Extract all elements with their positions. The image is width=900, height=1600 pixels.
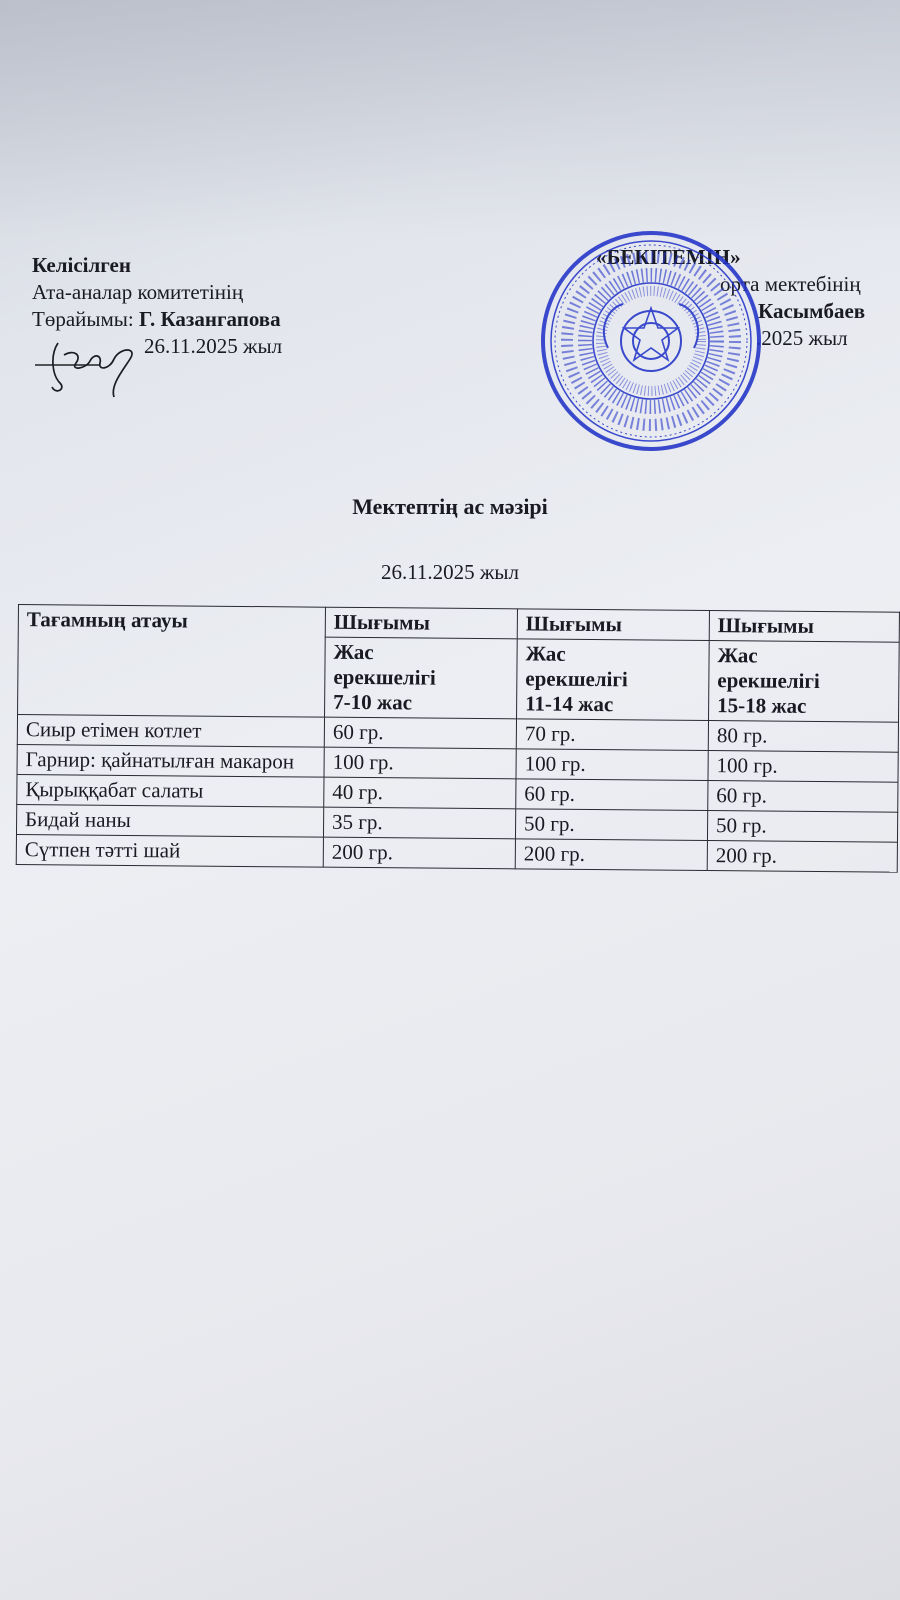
age-range: 15-18 жас xyxy=(717,693,807,718)
age-label: ерекшелігі xyxy=(717,668,820,693)
portion-15-18: 200 гр. xyxy=(707,841,897,873)
header-output-3: Шығымы xyxy=(709,611,899,643)
dish-name: Сиыр етімен котлет xyxy=(17,715,324,748)
table-header-row xyxy=(18,605,899,643)
chair-label: Төрайымы: xyxy=(32,307,134,331)
portion-11-14: 100 гр. xyxy=(516,749,708,781)
signature xyxy=(30,325,150,405)
portion-11-14: 60 гр. xyxy=(516,779,708,811)
portion-11-14: 200 гр. xyxy=(515,839,707,871)
portion-15-18: 100 гр. xyxy=(708,751,898,783)
approval-left-heading: Келісілген xyxy=(32,253,131,277)
approval-right-line: орта мектебінің xyxy=(720,272,861,296)
document-title: Мектептің ас мәзірі xyxy=(352,494,548,519)
age-label: ерекшелігі xyxy=(525,666,628,692)
header-dish-name: Тағамның атауы xyxy=(18,605,326,718)
paper-shadow xyxy=(0,0,900,240)
official-stamp xyxy=(538,228,764,454)
dish-name: Қырыққабат салаты xyxy=(17,774,324,807)
approval-right-name: Касымбаев xyxy=(758,299,866,323)
portion-7-10: 100 гр. xyxy=(324,747,516,779)
dish-name: Гарнир: қайнатылған макарон xyxy=(17,744,324,777)
chair-name: Г. Казангапова xyxy=(138,307,281,331)
approval-right-heading: «БЕКІТЕМІН» xyxy=(596,245,741,269)
portion-15-18: 80 гр. xyxy=(708,721,898,753)
dish-name: Бидай наны xyxy=(16,804,323,837)
age-label: Жас xyxy=(717,643,758,668)
portion-7-10: 40 гр. xyxy=(324,777,516,809)
menu-table xyxy=(16,604,900,873)
portion-15-18: 50 гр. xyxy=(707,811,897,843)
approval-left-line: Ата-аналар комитетінің xyxy=(32,280,244,304)
header-output-2: Шығымы xyxy=(517,609,709,641)
portion-7-10: 60 гр. xyxy=(324,717,516,749)
portion-7-10: 200 гр. xyxy=(323,837,515,869)
approval-left-date: 26.11.2025 жыл xyxy=(144,334,283,358)
age-label: Жас xyxy=(525,641,566,666)
age-group-1 xyxy=(325,637,518,719)
approval-right-date: .2025 жыл xyxy=(756,326,848,350)
age-group-2 xyxy=(517,639,710,721)
portion-11-14: 50 гр. xyxy=(515,809,707,841)
age-label: ерекшелігі xyxy=(333,664,436,690)
age-range: 11-14 жас xyxy=(525,691,614,717)
portion-7-10: 35 гр. xyxy=(323,807,515,839)
document-date: 26.11.2025 жыл xyxy=(380,560,520,584)
age-group-3 xyxy=(709,641,900,723)
age-label: Жас xyxy=(333,639,374,665)
header-output-1: Шығымы xyxy=(325,607,517,639)
table-row xyxy=(16,834,897,872)
dish-name: Сүтпен тәтті шай xyxy=(16,834,323,867)
portion-15-18: 60 гр. xyxy=(708,781,898,813)
portion-11-14: 70 гр. xyxy=(516,719,708,751)
age-range: 7-10 жас xyxy=(333,689,413,715)
